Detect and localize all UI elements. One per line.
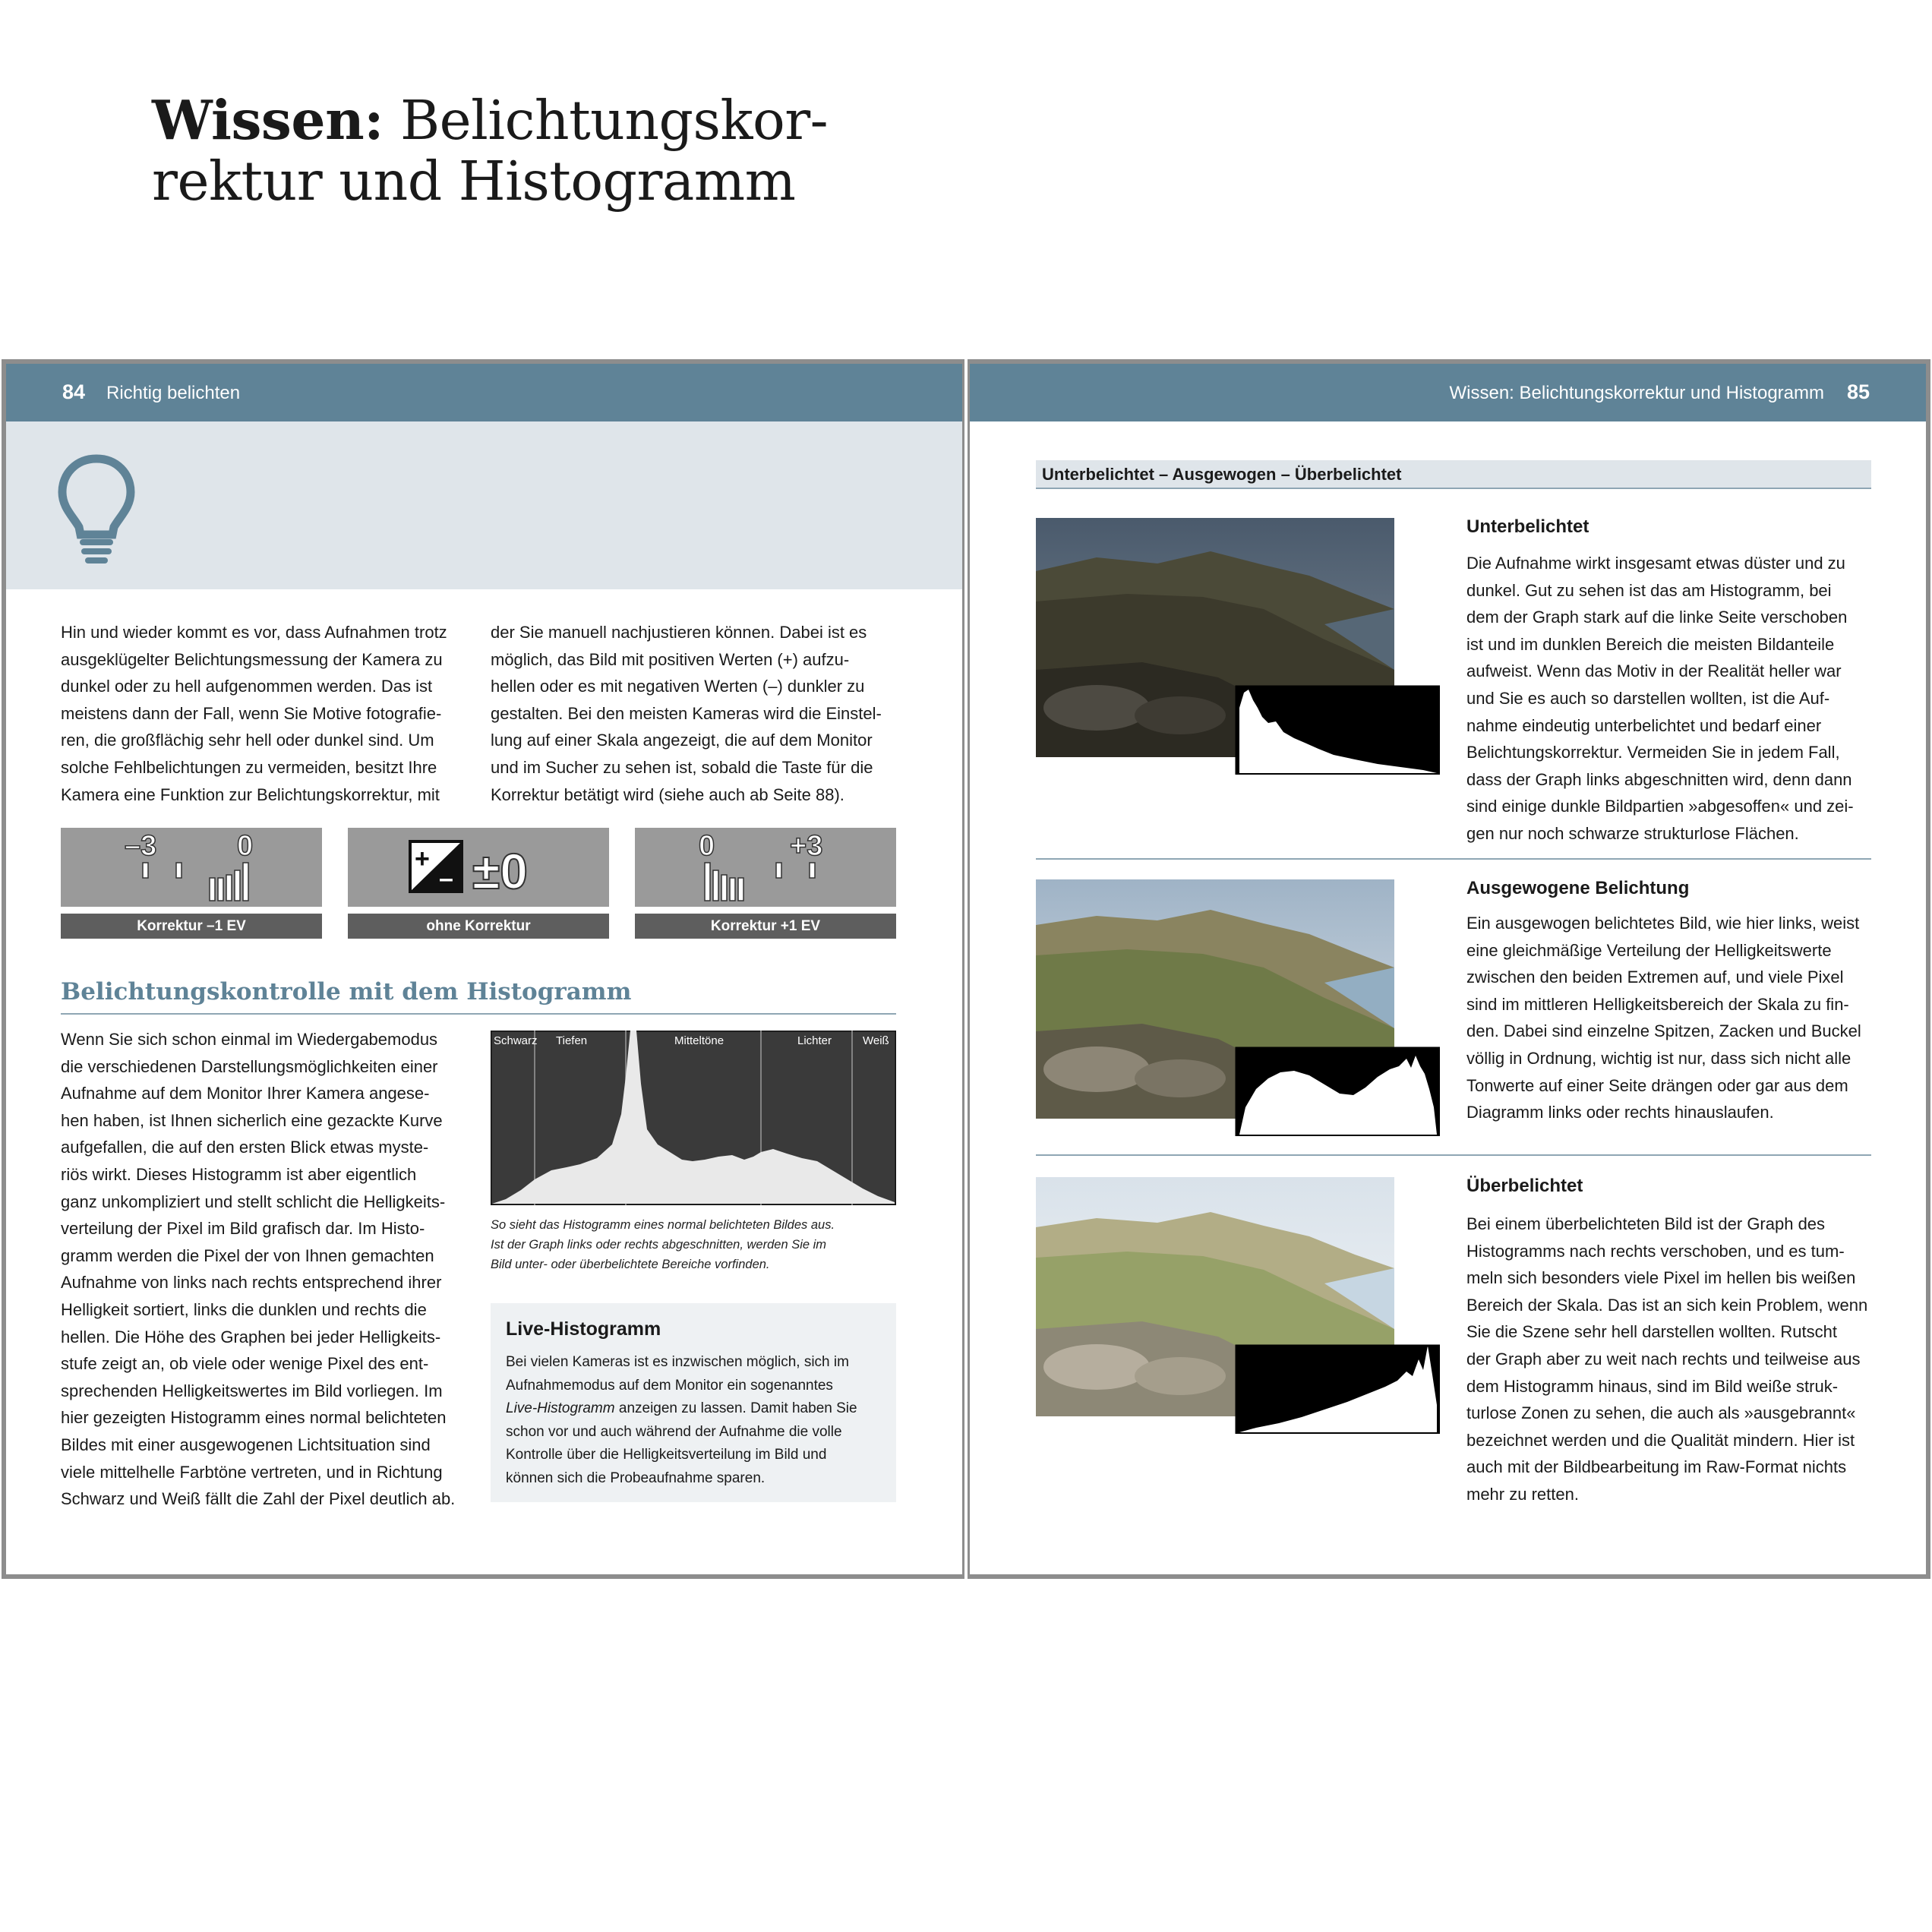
page-title [152,90,828,212]
text-line: sprechenden Helligkeitswertes im Bild vorliegen. Im [61,1381,443,1400]
ev-label: ohne Korrektur [348,914,609,939]
right-page-header [970,364,1926,421]
ev-display-plus [635,828,896,907]
text-line: hier gezeigten Histogramm eines normal belichteten [61,1408,447,1428]
text-line: der Graph aber zu weit nach rechts und teilweise aus [1466,1349,1861,1368]
text-line: Helligkeit sortiert, links die dunklen und rechts die [61,1299,427,1319]
section-rule [61,1013,896,1015]
text-line: gestalten. Bei den meisten Kameras wird die Einstel- [491,703,882,723]
intro-column-1 [61,619,466,808]
lightbulb-icon [55,453,138,567]
text-line: Hin und wieder kommt es vor, dass Aufnahmen trotz [61,623,447,642]
scale-mark: –3 [125,830,157,862]
page-number: 85 [1846,380,1870,403]
text-line: verteilung der Pixel im Bild grafisch dar. Im Histo- [61,1219,425,1239]
text-line: solche Fehlbelichtungen zu vermeiden, besitzt Ihre [61,757,437,777]
text-line: Tonwerte auf einer Seite drängen oder gar aus dem [1466,1075,1848,1095]
text-line: Belichtungskorrektur. Vermeiden Sie in jedem Fall, [1466,743,1840,762]
example-heading: Überbelichtet [1466,1176,1583,1196]
text-line: zwischen den beiden Extremen auf, und viele Pixel [1466,968,1844,987]
text-line: ganz unkompliziert und stellt schlicht die Helligkeits- [61,1192,446,1211]
example-text [1466,910,1872,1126]
text-line: die verschiedenen Darstellungsmöglichkeiten einer [61,1056,438,1076]
example-text [1466,1211,1872,1508]
title-bold: Wissen: [152,88,384,152]
text-line: Diagramm links oder rechts hinauslaufen. [1466,1103,1774,1122]
ev-display-zero [348,828,609,907]
histogram-label: Tiefen [556,1034,588,1047]
ev-label: Korrektur –1 EV [61,914,322,939]
exposure-compensation-icon [348,828,609,907]
text-line: mehr zu retten. [1466,1484,1579,1504]
text-line: ren, die großflächig sehr hell oder dunkel sind. Um [61,731,434,750]
text-line: lung auf einer Skala angezeigt, die auf dem Monitor [491,731,873,750]
text-line: turlose Zonen zu sehen, die auch als »ausgebrannt« [1466,1403,1856,1423]
histogram-figure [491,1031,896,1205]
text-line: eine gleichmäßige Verteilung der Helligkeitswerte [1466,940,1832,960]
box-italic: Live-Histogramm [506,1400,615,1416]
text-line: völlig in Ordnung, wichtig ist nur, dass sich nicht alle [1466,1048,1852,1068]
text-line: dem der Graph stark auf die linke Seite verschoben [1466,608,1848,627]
histogram-label: Schwarz [494,1034,538,1047]
text-line: Bei einem überbelichteten Bild ist der Graph des [1466,1214,1826,1233]
landscape-photo-underexposed [1036,518,1440,775]
text-line: meistens dann der Fall, wenn Sie Motive fotografie- [61,703,442,723]
section-text [61,1026,466,1513]
landscape-photo-balanced [1036,879,1440,1136]
text-line: Histogramms nach rechts verschoben, und es tum- [1466,1241,1845,1261]
svg-text:+: + [415,844,430,873]
text-line: gramm werden die Pixel der von Ihnen gemachten [61,1245,434,1265]
box-line: können sich die Probeaufnahme sparen. [506,1470,766,1486]
text-line: viele mittelhelle Farbtöne vertreten, und in Richtung [61,1462,443,1482]
histogram-label: Weiß [863,1034,889,1047]
title-rest: Belichtungskor- [383,89,829,152]
text-line: ausgeklügelter Belichtungsmessung der Kamera zu [61,649,443,669]
divider [1036,858,1871,860]
box-line: Bei vielen Kameras ist es inzwischen möglich, sich im [506,1354,849,1370]
ev-value: ±0 [472,843,528,899]
text-line: Die Aufnahme wirkt insgesamt etwas düster und zu [1466,554,1845,573]
box-heading: Live-Histogramm [506,1318,661,1340]
text-line: dem Histogramm hinaus, sind im Bild weiße struk- [1466,1376,1839,1396]
text-line: hellen oder es mit negativen Werten (–) dunkler zu [491,677,865,696]
scale-mark: 0 [237,830,254,862]
text-line: bezeichnet werden und die Qualität mindern. Hier ist [1466,1430,1855,1450]
text-line: meln sich besonders viele Pixel im hellen bis weißen [1466,1268,1856,1288]
svg-text:–: – [439,864,453,893]
text-line: nahme eindeutig unterbelichtet und bedarf einer [1466,715,1822,735]
text-line: sind einige dunkle Bildpartien »abgesoffen« und zei- [1466,797,1854,816]
text-line: auch mit der Bildbearbeitung im Raw-Format nichts [1466,1457,1847,1477]
box-line: Aufnahmemodus auf dem Monitor ein sogenanntes [506,1377,833,1394]
text-line: der Sie manuell nachjustieren können. Dabei ist es [491,623,867,642]
running-head: Richtig belichten [106,383,241,403]
exposure-scale-icon [61,828,322,907]
text-line: dunkel oder zu hell aufgenommen werden. Das ist [61,677,433,696]
exposure-scale-icon [635,828,896,907]
text-line: und im Sucher zu sehen ist, sobald die Taste für die [491,757,873,777]
text-line: hellen. Die Höhe des Graphen bei jeder Helligkeits- [61,1327,441,1346]
box-line: anzeigen zu lassen. Damit haben Sie [614,1400,857,1416]
text-line: hen haben, ist Ihnen sicherlich eine gezackte Kurve [61,1110,443,1130]
text-line: Sie die Szene sehr hell darstellen wollten. Rutscht [1466,1322,1837,1342]
text-line: sind im mittleren Helligkeitsbereich der Skala zu fin- [1466,994,1849,1014]
example-heading: Ausgewogene Belichtung [1466,878,1690,898]
landscape-photo-overexposed [1036,1177,1440,1434]
scale-mark: 0 [699,830,715,862]
intro-column-2 [491,619,896,808]
live-histogram-box [491,1303,896,1502]
text-line: Bereich der Skala. Das ist an sich kein Problem, wenn [1466,1295,1868,1315]
histogram-caption [491,1215,896,1274]
box-line: schon vor und auch während der Aufnahme die volle [506,1423,842,1440]
text-line: Korrektur betätigt wird (siehe auch ab Seite 88). [491,784,844,804]
text-line: riös wirkt. Dieses Histogramm ist aber eigentlich [61,1164,417,1184]
title-band [6,421,964,589]
text-line: Kamera eine Funktion zur Belichtungskorrektur, mit [61,784,440,804]
caption-line: Bild unter- oder überbelichtete Bereiche vorfinden. [491,1258,770,1271]
comparison-title: Unterbelichtet – Ausgewogen – Überbelichtet [1042,465,1402,484]
text-line: und Sie es auch so darstellen wollten, ist die Auf- [1466,688,1830,708]
caption-line: So sieht das Histogramm eines normal belichteten Bildes aus. [491,1218,835,1232]
text-line: stufe zeigt an, ob viele oder wenige Pixel des ent- [61,1354,429,1374]
text-line: Aufnahme von links nach rechts entsprechend ihrer [61,1273,442,1293]
histogram-label: Lichter [797,1034,832,1047]
text-line: ist und im dunklen Bereich die meisten Bildanteile [1466,634,1835,654]
box-line: Kontrolle über die Helligkeitsverteilung im Bild und [506,1447,827,1463]
text-line: aufgefallen, die auf den ersten Blick etwas myste- [61,1138,429,1157]
text-line: Wenn Sie sich schon einmal im Wiedergabemodus [61,1030,438,1049]
text-line: dass der Graph links abgeschnitten wird, denn dann [1466,769,1852,789]
comparison-title-bar [1036,460,1871,489]
histogram-label: Mitteltöne [674,1034,724,1047]
ev-display-minus [61,828,322,907]
title-line-2: rektur und Histogramm [152,150,796,213]
scale-mark: +3 [790,830,823,862]
text-line: den. Dabei sind einzelne Spitzen, Zacken und Buckel [1466,1021,1861,1041]
text-line: möglich, das Bild mit positiven Werten (+) aufzu- [491,649,850,669]
text-line: aufweist. Wenn das Motiv in der Realität heller war [1466,661,1842,681]
example-text [1466,550,1872,848]
text-line: Bildes mit einer ausgewogenen Lichtsituation sind [61,1435,431,1454]
caption-line: Ist der Graph links oder rechts abgeschnitten, werden Sie im [491,1238,827,1252]
section-heading: Belichtungskontrolle mit dem Histogramm [61,978,632,1005]
text-line: dunkel. Gut zu sehen ist das am Histogramm, bei [1466,580,1832,600]
left-page-header [6,364,962,421]
text-line: Schwarz und Weiß fällt die Zahl der Pixel deutlich ab. [61,1489,456,1509]
divider [1036,1154,1871,1156]
example-heading: Unterbelichtet [1466,516,1589,537]
page-number: 84 [62,380,86,403]
ev-label: Korrektur +1 EV [635,914,896,939]
text-line: Ein ausgewogen belichtetes Bild, wie hier links, weist [1466,914,1860,933]
text-line: Aufnahme auf dem Monitor Ihrer Kamera angese- [61,1084,430,1103]
running-head: Wissen: Belichtungskorrektur und Histogramm [1449,383,1824,403]
text-line: gen nur noch schwarze strukturlose Flächen. [1466,823,1799,843]
